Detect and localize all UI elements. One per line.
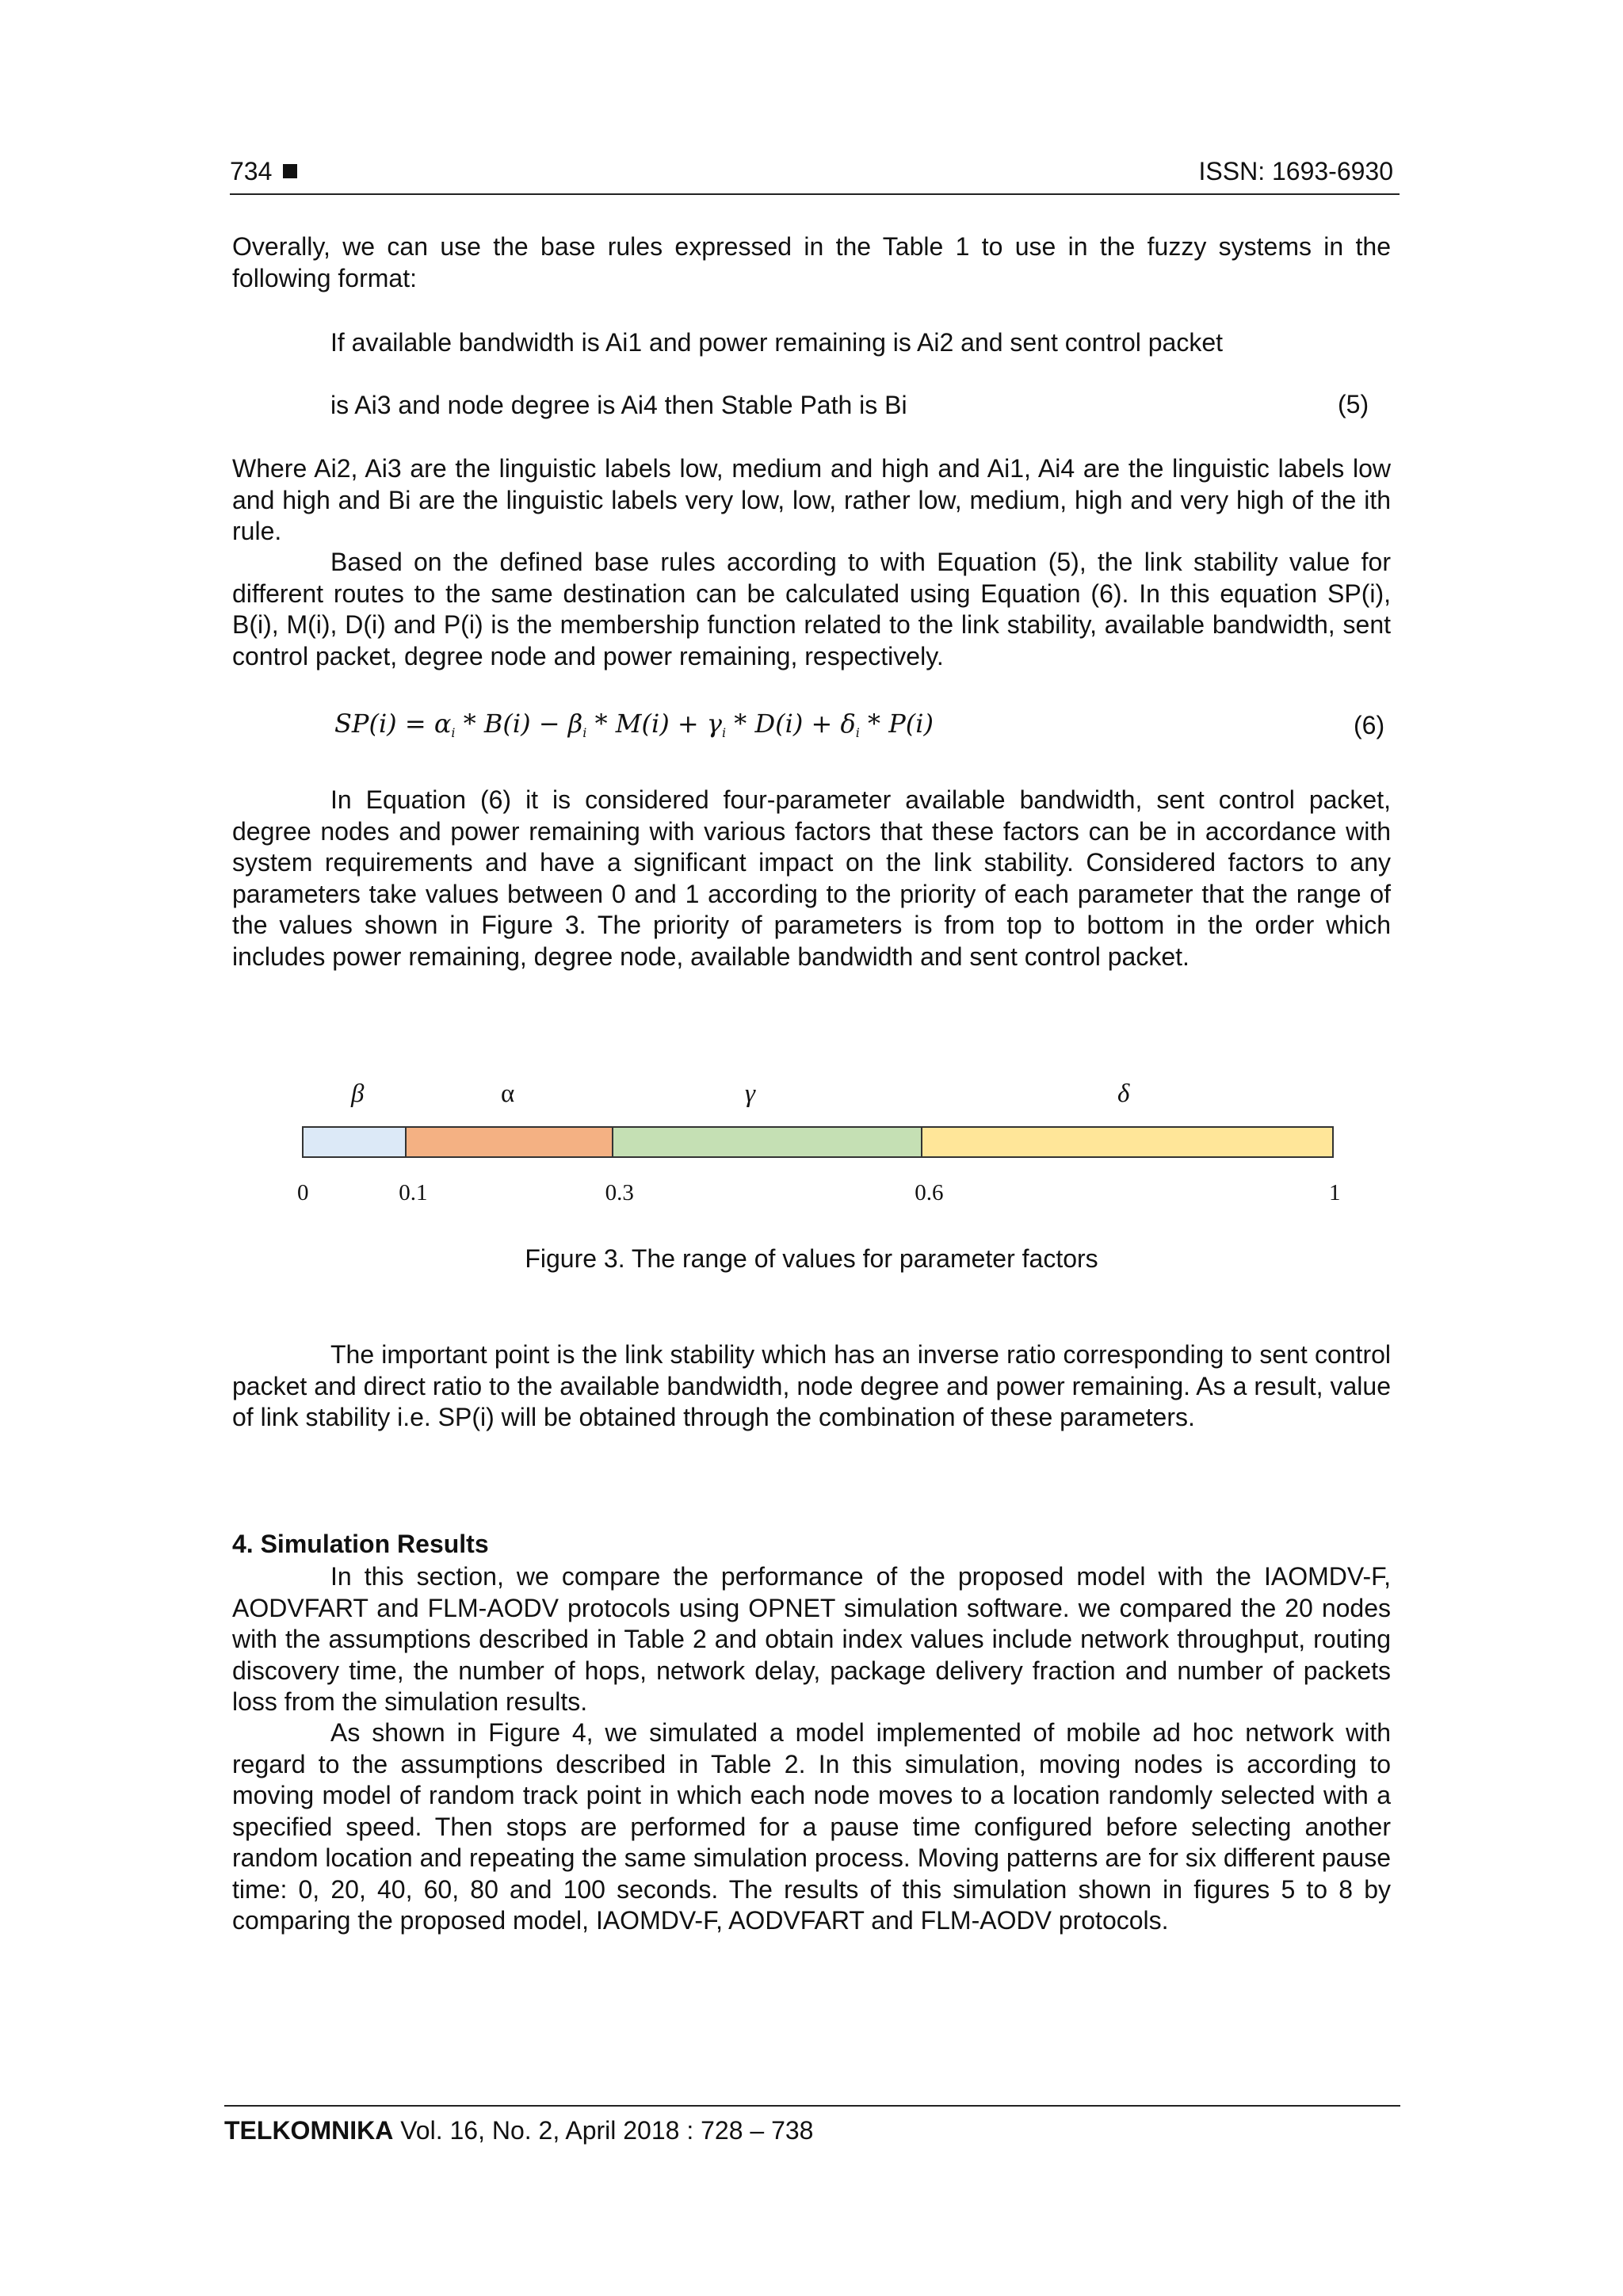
based-paragraph: Based on the defined base rules according to with Equation (5), the link stability value for different routes to the same destination can be calculated using Equation (6). In this equation SP(i), B(i), M(i), D(i) and P(i) is the membership function related to the link stability, available bandwidth, sent control packet, degree node and power remaining, respectively. [232, 548, 1391, 670]
issn: ISSN: 1693-6930 [1198, 157, 1393, 185]
segment-alpha [405, 1126, 613, 1158]
tick-0-1: 0.1 [399, 1180, 428, 1205]
rule-line-2: is Ai3 and node degree is Ai4 then Stable Path is Bi [330, 391, 907, 419]
tick-1: 1 [1329, 1180, 1341, 1205]
square-bullet-icon [283, 164, 297, 178]
label-gamma: γ [745, 1079, 756, 1108]
equation-6: $SP(i) = \alpha_i * B(i) - \beta_i * M(i) + \gamma_i * D(i) + \delta_i * P(i)$ [334, 709, 934, 740]
journal-name: TELKOMNIKA [224, 2116, 394, 2145]
rule-line-1: If available bandwidth is Ai1 and power remaining is Ai2 and sent control packet [330, 328, 1224, 357]
simulation-paragraph-1: In this section, we compare the performance of the proposed model with the IAOMDV-F, AODVFART and FLM-AODV protocols using OPNET simulation software. we compared the 20 nodes with the assumptions described in Table 2 and obtain index values include network throughput, routing discovery time, the number of hops, network delay, package delivery fraction and number of packets loss from the simulation results. [232, 1562, 1391, 1716]
tick-0-3: 0.3 [605, 1180, 634, 1205]
segment-delta [921, 1126, 1334, 1158]
equation-paragraph: In Equation (6) it is considered four-parameter available bandwidth, sent control packet, degree nodes and power remaining with various factors that these factors can be in accordance with system requirements and have a significant impact on the link stability. Considered factors to any parameters take values between 0 and 1 according to the priority of each parameter that the range of the values shown in Figure 3. The priority of parameters is from top to bottom in the order which includes power remaining, degree node, available bandwidth and sent control packet. [232, 785, 1391, 971]
tick-0-6: 0.6 [915, 1180, 944, 1205]
segment-beta [302, 1126, 407, 1158]
label-delta: δ [1117, 1079, 1130, 1108]
equation-5-number: (5) [1338, 390, 1369, 418]
label-alpha: α [501, 1079, 515, 1108]
section-title: 4. Simulation Results [232, 1530, 489, 1558]
page-header [230, 154, 1400, 195]
figure-caption: Figure 3. The range of values for parameter factors [525, 1244, 1098, 1273]
important-paragraph: The important point is the link stability which has an inverse ratio corresponding to sent control packet and direct ratio to the available bandwidth, node degree and power remaining. As a result, value of link stability i.e. SP(i) will be obtained through the combination of these parameters. [232, 1340, 1391, 1431]
equation-6-number: (6) [1354, 711, 1385, 739]
simulation-paragraph-2: As shown in Figure 4, we simulated a model implemented of mobile ad hoc network with regard to the assumptions described in Table 2. In this simulation, moving nodes is according to moving model of random track point in which each node moves to a location randomly selected with a specified speed. Then stops are performed for a pause time configured before selecting another random location and repeating the same simulation process. Moving patterns are for six different pause time: 0, 20, 40, 60, 80 and 100 seconds. The results of this simulation shown in figures 5 to 8 by comparing the proposed model, IAOMDV-F, AODVFART and FLM-AODV protocols. [232, 1718, 1391, 1935]
page-number: 734 [230, 157, 297, 186]
label-beta: β [351, 1079, 365, 1108]
tick-0: 0 [297, 1180, 309, 1205]
segment-gamma [612, 1126, 923, 1158]
page-footer [224, 2105, 1400, 2145]
journal-details: Vol. 16, No. 2, April 2018 : 728 – 738 [393, 2116, 814, 2145]
intro-paragraph: Overally, we can use the base rules expressed in the Table 1 to use in the fuzzy systems in the following format: [232, 232, 1391, 292]
where-paragraph: Where Ai2, Ai3 are the linguistic labels low, medium and high and Ai1, Ai4 are the linguistic labels low and high and Bi are the linguistic labels very low, low, rather low, medium, high and very high of the ith rule. [232, 454, 1391, 545]
